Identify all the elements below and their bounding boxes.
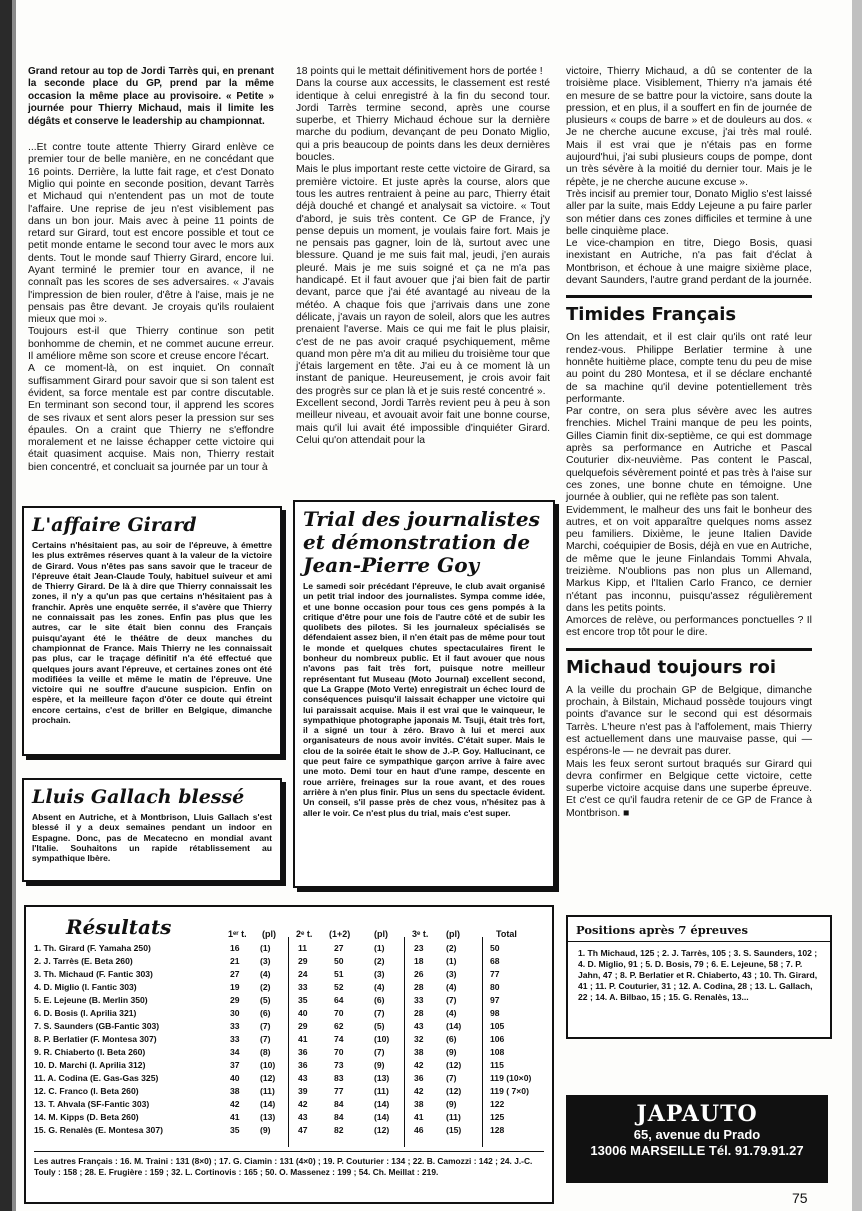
- cell-pl2: (5): [374, 1021, 385, 1031]
- cell-pl1: (13): [260, 1112, 276, 1122]
- cell-rider: 10. D. Marchi (I. Aprilia 312): [34, 1060, 146, 1070]
- table-row: [34, 1034, 544, 1046]
- cell-t12: 84: [334, 1112, 344, 1122]
- page-edge: [852, 0, 862, 1211]
- paragraph: On les attendait, et il est clair qu'ils ont raté leur rendez-vous. Philippe Berlatier termine à une honnête huitième place, compte tenu du peu de mise au point du 280 Montesa, et il se déclare enchanté de sa machine qu'il devine potentiellement très performante.: [566, 332, 812, 405]
- sidebar-box-gallach: [22, 778, 282, 882]
- table-row: [34, 1021, 544, 1033]
- cell-rider: 4. D. Miglio (I. Fantic 303): [34, 982, 137, 992]
- cell-t3: 33: [414, 995, 424, 1005]
- table-row: [34, 1073, 544, 1085]
- cell-pl1: (8): [260, 1047, 271, 1057]
- cell-pl2: (10): [374, 1034, 390, 1044]
- table-row: [34, 1060, 544, 1072]
- cell-pl3: (6): [446, 1034, 457, 1044]
- cell-t12: 64: [334, 995, 344, 1005]
- box-text: Absent en Autriche, et à Montbrison, Lluis Gallach s'est blessé il y a deux semaines pendant un indoor en Espagne. Donc, pas de Mecatecno en mondial avant l'Italie. Souhaitons un rapide rétablissement au sympathique Ibère.: [32, 812, 272, 864]
- cell-pl2: (6): [374, 995, 385, 1005]
- article-column-3: [566, 66, 812, 820]
- cell-rider: 15. G. Renalès (E. Montesa 307): [34, 1125, 163, 1135]
- cell-pl3: (9): [446, 1047, 457, 1057]
- cell-t3: 26: [414, 969, 424, 979]
- cell-rider: 13. T. Ahvala (SF-Fantic 303): [34, 1099, 150, 1109]
- col-header: 1ᵉʳ t.: [228, 929, 247, 939]
- standings-box: [566, 915, 832, 1039]
- cell-rider: 9. R. Chiaberto (I. Beta 260): [34, 1047, 146, 1057]
- cell-pl3: (7): [446, 995, 457, 1005]
- cell-t1: 34: [230, 1047, 240, 1057]
- cell-t2: 24: [298, 969, 308, 979]
- cell-t3: 38: [414, 1047, 424, 1057]
- col-header: 3ᵉ t.: [412, 929, 429, 939]
- paragraph: Mais le plus important reste cette victoire de Girard, sa première victoire. Et juste après la course, alors que tous les autres rentraient à peine au parc, Thierry était déjà douché et changé et analysait sa victoire. « Tout d'abord, je suis très content. Ce GP de France, j'y pense depuis un moment, je voulais faire fort. Mais je ne pensais pas gagner, loin de là, surtout avec une blessure. Quand je me suis fait mal, jeudi, j'en aurais pleuré. Mais je me suis soigné et ça ne m'a pas handicapé. Et il faut avouer que j'ai bien fait de partir devant, parce que j'ai été avantagé au niveau de la météo. A chaque fois que j'arrivais dans une zone délicate, j'avais un rayon de soleil, alors que les autres prenaient l'averse. Mais ce qui me fait le plus plaisir, c'est de ne pas avoir craqué psychiquement, même quand mon père m'a dit au milieu du troisième tour que j'étais largement en tête. J'ai eu à ce moment là un instant de panique. Heureusement, je crois avoir fait des progrès sur ce plan là et je suis resté concentré ».: [296, 164, 550, 397]
- table-row: [34, 995, 544, 1007]
- paragraph: A ce moment-là, on est inquiet. On connaît suffisamment Girard pour savoir que si son talent est évident, sa force mentale est par contre discutable. En terminant son second tour, il apprend les scores de ses rivaux et sent alors peser la pression sur ses épaules. On a craint que Thierry ne s'effondre moralement et ne laisse échapper cette victoire qui était quasiment acquise. Mais non, Thierry restait bien concentré, et concluait sa journée par un tour à: [28, 363, 274, 473]
- cell-rider: 1. Th. Girard (F. Yamaha 250): [34, 943, 151, 953]
- cell-pl1: (6): [260, 1008, 271, 1018]
- table-row: [34, 956, 544, 968]
- cell-pl2: (3): [374, 969, 385, 979]
- paragraph: Amorces de relève, ou performances ponctuelles ? Il est encore trop tôt pour le dire.: [566, 615, 812, 639]
- cell-t1: 42: [230, 1099, 240, 1109]
- cell-pl2: (4): [374, 982, 385, 992]
- cell-t12: 70: [334, 1047, 344, 1057]
- cell-t1: 21: [230, 956, 240, 966]
- cell-t12: 74: [334, 1034, 344, 1044]
- section-heading-michaud: Michaud toujours roi: [566, 648, 812, 679]
- table-row: [34, 1099, 544, 1111]
- cell-pl2: (12): [374, 1125, 390, 1135]
- box-title: Trial des journalistes et démonstration de Jean-Pierre Goy: [303, 507, 540, 577]
- binding-shadow: [12, 0, 16, 1211]
- other-french-results: Les autres Français : 16. M. Traini : 131 (8×0) ; 17. G. Ciamin : 131 (4×0) ; 19. P. Couturier : 134 ; 22. B. Camozzi : 142 ; 24. J.-C. Touly : 158 ; 28. E. Frugière : 159 ; 32. L. Cortinovis : 165 ; 50. O. Massenez : 199 ; 54. Ch. Meillat : 219.: [34, 1151, 544, 1178]
- cell-t12: 27: [334, 943, 344, 953]
- ad-city-phone: 13006 MARSEILLE Tél. 91.79.91.27: [590, 1143, 804, 1158]
- cell-t2: 40: [298, 1008, 308, 1018]
- paragraph: victoire, Thierry Michaud, a dû se contenter de la troisième place. Visiblement, Thierry n'a jamais été en mesure de se battre pour la victoire, sans doute la pression, et en plus, il a souffert en fin de journée de plusieurs « coups de barre » et de douleurs au dos. « Je ne cherche aucune excuse, j'ai très mal roulé. Mais il est vrai que je n'étais pas en forme aujourd'hui, j'ai subi plusieurs coups de pompe, dont un très sévère à la moitié du dernier tour. Mais je le répète, je ne cherche aucune excuse ».: [566, 66, 812, 188]
- cell-t2: 11: [298, 943, 308, 953]
- cell-pl1: (3): [260, 956, 271, 966]
- paragraph: Excellent second, Jordi Tarrès revient peu à peu à son meilleur niveau, et avouait avoir fait une bonne course, mais qu'il lui avait été impossible d'inquiéter Girard. Celui qu'on attendait pour la: [296, 398, 550, 446]
- cell-pl3: (2): [446, 943, 457, 953]
- article-column-2: [296, 66, 550, 447]
- cell-t1: 33: [230, 1034, 240, 1044]
- cell-t1: 35: [230, 1125, 240, 1135]
- col-header: (pl): [262, 929, 276, 939]
- cell-pl2: (9): [374, 1060, 385, 1070]
- cell-pl3: (1): [446, 956, 457, 966]
- cell-t3: 46: [414, 1125, 424, 1135]
- cell-pl3: (3): [446, 969, 457, 979]
- cell-pl1: (1): [260, 943, 271, 953]
- paragraph: Evidemment, le malheur des uns fait le bonheur des autres, et on voit apparaître quelques noms assez peu familiers. Dixième, le jeune Italien Davide Marchi, coéquipier de Bosis, déjà en vue en Autriche, de même que le jeune Finlandais Tommi Ahvala, treizième. N'oublions pas non plus un Allemand, Markus Kipp, et l'Italien Carlo Franco, ce dernier n'étant pas inconnu, puisqu'assez régulièrement dans les petits points.: [566, 504, 812, 614]
- cell-rider: 6. D. Bosis (I. Aprilia 321): [34, 1008, 137, 1018]
- cell-pl1: (4): [260, 969, 271, 979]
- col-header: (pl): [446, 929, 460, 939]
- cell-t3: 36: [414, 1073, 424, 1083]
- cell-t1: 30: [230, 1008, 240, 1018]
- cell-t2: 36: [298, 1060, 308, 1070]
- cell-t2: 42: [298, 1099, 308, 1109]
- cell-pl1: (14): [260, 1099, 276, 1109]
- cell-t2: 43: [298, 1112, 308, 1122]
- paragraph: A la veille du prochain GP de Belgique, dimanche prochain, à Bilstain, Michaud possède toujours vingt points d'avance sur le second qui est désormais Tarrès. L'heure n'est pas à l'affolement, mais Thierry est actuellement dans une mauvaise passe, qui — espérons-le — ne devrait pas durer.: [566, 684, 812, 758]
- cell-t1: 16: [230, 943, 240, 953]
- paragraph: Par contre, on sera plus sévère avec les autres frenchies. Michel Traini manque de peu les points, Gilles Ciamin finit dix-septième, ce qui est dommage après sa performance en Autriche et Pascal Couturier dix-neuvième. Pas content le Pascal, quelquefois sévèrement pointé et pas très à l'aise sur ces zones, une bonne chute en témoigne. Une journée à oublier, qui ne reflète pas son talent.: [566, 406, 812, 504]
- col-header: Total: [496, 929, 517, 939]
- table-row: [34, 1086, 544, 1098]
- table-row: [34, 1008, 544, 1020]
- paragraph: Mais les feux seront surtout braqués sur Girard qui devra confirmer en Belgique cette victoire, cette superbe victoire acquise dans une superbe épreuve. Et c'est ce qu'il faudra retenir de ce GP de France à Montbrison. ■: [566, 758, 812, 819]
- cell-t12: 73: [334, 1060, 344, 1070]
- cell-t3: 42: [414, 1060, 424, 1070]
- cell-total: 108: [490, 1047, 505, 1057]
- cell-t3: 28: [414, 1008, 424, 1018]
- cell-t1: 38: [230, 1086, 240, 1096]
- cell-rider: 5. E. Lejeune (B. Merlin 350): [34, 995, 148, 1005]
- cell-pl3: (4): [446, 982, 457, 992]
- cell-rider: 2. J. Tarrès (E. Beta 260): [34, 956, 133, 966]
- cell-t1: 41: [230, 1112, 240, 1122]
- cell-t12: 84: [334, 1099, 344, 1109]
- cell-t1: 33: [230, 1021, 240, 1031]
- cell-t12: 82: [334, 1125, 344, 1135]
- cell-pl3: (9): [446, 1099, 457, 1109]
- cell-t1: 40: [230, 1073, 240, 1083]
- page-number: 75: [792, 1190, 808, 1206]
- cell-t12: 62: [334, 1021, 344, 1031]
- cell-pl2: (14): [374, 1112, 390, 1122]
- cell-t2: 36: [298, 1047, 308, 1057]
- cell-t2: 47: [298, 1125, 308, 1135]
- cell-pl2: (2): [374, 956, 385, 966]
- cell-pl3: (15): [446, 1125, 462, 1135]
- cell-total: 97: [490, 995, 500, 1005]
- cell-pl3: (12): [446, 1060, 462, 1070]
- cell-pl3: (11): [446, 1112, 461, 1122]
- paragraph: Le vice-champion en titre, Diego Bosis, quasi inexistant en Autriche, n'a pas fait d'éclat à Montbrison, et échoue à une maigre sixième place, devant Saunders, l'autre grand perdant de la journée.: [566, 238, 812, 287]
- section-heading-timides: Timides Français: [566, 295, 812, 326]
- cell-total: 50: [490, 943, 500, 953]
- box-text: Le samedi soir précédant l'épreuve, le club avait organisé un petit trial indoor des journalistes. Sympa comme idée, et une bonne occasion pour tous ces gens pompés à la critique d'être pour une fois de l'autre côté et de subir les quolibets des pilotes. Si les journaleux spécialisés se défendaient assez bien, il n'en était pas de même pour tout le monde et quelques chutes spectaculaires firent le bonheur du nombreux public. Et il faut avouer que nous n'avons pas fait très fort, puisque notre meilleur représentant fut Museau (Moto Journal) excellent second, que La Grappe (Moto Verte) enregistrait un échec lourd de conséquences puisqu'il laissait échapper une victoire qui lui paraissait acquise. Mais il est vrai que le vainqueur, le sympathique photographe japonais M. Tsuji, était très fort, il a signé un tour à zéro. Bravo à lui et merci aux organisateurs de nous avoir invités. C'était super. Mais le clou de la soirée était le show de J.-P. Goy. Hallucinant, ce que peut faire ce sympathique garçon arrive à faire avec une moto. Demi tour en haut d'une rampe, descente en roue arrière, freinages sur la roue avant, et des roues arrière à n'en plus finir. Plus un sens du spectacle évident. Un conseil, s'il passe près de chez vous, n'hésitez pas à aller le voir. Ce n'est plus du trial, mais c'est super.: [303, 581, 545, 818]
- cell-total: 106: [490, 1034, 505, 1044]
- cell-t12: 52: [334, 982, 344, 992]
- standings-text: 1. Th Michaud, 125 ; 2. J. Tarrès, 105 ; 3. S. Saunders, 102 ; 4. D. Miglio, 91 ; 5. D. Bosis, 79 ; 6. E. Lejeune, 58 ; 7. P. Jahn, 47 ; 8. P. Berlatier et R. Chiaberto, 43 ; 10. Th. Girard, 41 ; 11. P. Couturier, 31 ; 12. A. Codina, 28 ; 13. L. Gallach, 22 ; 14. A. Bilbao, 15 ; 15. G. Renalès, 13...: [578, 948, 818, 1002]
- cell-total: 68: [490, 956, 500, 966]
- sidebar-box-trial: [293, 500, 555, 888]
- cell-pl3: (7): [446, 1073, 457, 1083]
- cell-t3: 43: [414, 1021, 424, 1031]
- cell-t12: 83: [334, 1073, 344, 1083]
- cell-t2: 29: [298, 956, 308, 966]
- cell-pl2: (7): [374, 1008, 385, 1018]
- article-intro: Grand retour au top de Jordi Tarrès qui, en prenant la seconde place du GP, prend par la même occasion la même place au provisoire. « Petite » journée pour Thierry Michaud, mais il limite les dégâts et conserve le leadership au championnat.: [28, 66, 274, 127]
- paragraph: Très incisif au premier tour, Donato Miglio s'est laissé aller par la suite, mais Eddy Lejeune a pu faire parler son métier dans ces zones difficiles et termine à une belle cinquième place.: [566, 188, 812, 237]
- binding-edge: [0, 0, 12, 1211]
- table-row: [34, 943, 544, 955]
- col-header: (pl): [374, 929, 388, 939]
- cell-total: 115: [490, 1060, 504, 1070]
- table-row: [34, 1047, 544, 1059]
- standings-title: Positions après 7 épreuves: [568, 917, 830, 942]
- cell-t2: 29: [298, 1021, 308, 1031]
- paragraph: Dans la course aux accessits, le classement est resté identique à celui enregistré à la fin du second tour. Jordi Tarrès termine second, après une course superbe, et Thierry Michaud échoue sur la dernière marche du podium, devançant de peu Donato Miglio, qui a pris beaucoup de points dans les deux dernières boucles.: [296, 78, 550, 164]
- cell-total: 105: [490, 1021, 505, 1031]
- cell-t1: 29: [230, 995, 240, 1005]
- cell-rider: 7. S. Saunders (GB-Fantic 303): [34, 1021, 160, 1031]
- ad-address: 65, avenue du Prado: [633, 1127, 761, 1142]
- cell-pl2: (11): [374, 1086, 389, 1096]
- cell-t12: 70: [334, 1008, 344, 1018]
- cell-pl1: (11): [260, 1086, 275, 1096]
- ad-brand: JAPAUTO: [636, 1101, 758, 1127]
- cell-t1: 27: [230, 969, 240, 979]
- table-row: [34, 1112, 544, 1124]
- results-table: [24, 905, 554, 1204]
- cell-total: 98: [490, 1008, 500, 1018]
- cell-pl3: (14): [446, 1021, 462, 1031]
- cell-pl1: (2): [260, 982, 271, 992]
- article-column-1: [28, 66, 274, 474]
- cell-t3: 42: [414, 1086, 424, 1096]
- paragraph: 18 points qui le mettait définitivement hors de portée !: [296, 66, 543, 77]
- cell-total: 77: [490, 969, 500, 979]
- paragraph: Toujours est-il que Thierry continue son petit bonhomme de chemin, et ne commet aucune erreur. Il améliore même son score et creuse encore l'écart.: [28, 326, 274, 363]
- cell-t12: 51: [334, 969, 344, 979]
- col-header: (1+2): [329, 929, 351, 939]
- cell-total: 119 ( 7×0): [490, 1086, 529, 1096]
- cell-pl1: (5): [260, 995, 271, 1005]
- cell-t2: 35: [298, 995, 308, 1005]
- cell-t3: 23: [414, 943, 424, 953]
- cell-pl1: (7): [260, 1034, 271, 1044]
- box-title: Lluis Gallach blessé: [32, 786, 245, 808]
- cell-t3: 38: [414, 1099, 424, 1109]
- cell-t3: 18: [414, 956, 424, 966]
- box-title: L'affaire Girard: [32, 514, 197, 536]
- cell-rider: 12. C. Franco (I. Beta 260): [34, 1086, 139, 1096]
- cell-t2: 43: [298, 1073, 308, 1083]
- cell-t1: 19: [230, 982, 240, 992]
- cell-pl2: (13): [374, 1073, 390, 1083]
- cell-pl2: (14): [374, 1099, 390, 1109]
- cell-pl1: (7): [260, 1021, 271, 1031]
- cell-rider: 8. P. Berlatier (F. Montesa 307): [34, 1034, 157, 1044]
- cell-rider: 11. A. Codina (E. Gas-Gas 325): [34, 1073, 159, 1083]
- cell-t3: 28: [414, 982, 424, 992]
- table-row: [34, 1125, 544, 1137]
- cell-total: 128: [490, 1125, 505, 1135]
- cell-total: 119 (10×0): [490, 1073, 532, 1083]
- cell-t1: 37: [230, 1060, 240, 1070]
- cell-t12: 77: [334, 1086, 344, 1096]
- cell-pl3: (4): [446, 1008, 457, 1018]
- col-header: 2ᵉ t.: [296, 929, 313, 939]
- cell-t2: 39: [298, 1086, 308, 1096]
- cell-rider: 3. Th. Michaud (F. Fantic 303): [34, 969, 153, 979]
- table-row: [34, 982, 544, 994]
- cell-t3: 41: [414, 1112, 424, 1122]
- cell-pl1: (12): [260, 1073, 276, 1083]
- cell-pl3: (12): [446, 1086, 462, 1096]
- paragraph: ...Et contre toute attente Thierry Girard enlève ce premier tour de belle manière, en ne concédant que 16 points. Derrière, la lutte fait rage, et c'est Donato Miglio qui pointe en seconde position, devant Tarrès et Michaud qui n'entendent pas un mot de toute l'affaire. Une reprise de jeu n'est visiblement pas dans un bon jour. Mais avec à peine 11 points de retard sur Girard, tout est encore possible et tout ce petit monde entame le second tour avec le mors aux dents. Tout le monde sauf Thierry Girard, encore lui. Ayant terminé le premier tour en avance, il ne connaît pas les scores de ses adversaires. « J'avais l'impression de bien rouler, d'être à l'aise, mais je ne pensais pas être devant. Je croyais qu'ils roulaient mieux que moi ».: [28, 142, 274, 326]
- cell-t2: 41: [298, 1034, 308, 1044]
- box-text: Certains n'hésitaient pas, au soir de l'épreuve, à émettre les plus extrêmes réserves quant à la valeur de la victoire de Girard. Vous n'êtes pas sans savoir que le traceur de l'épreuve était Jean-Claude Touly, habituel suiveur et ami de Thierry Girard. De là à dire que Thierry connaissait les zones, il n'y a qu'un pas que certains n'hésitaient pas à franchir. Après une enquête serrée, il s'avère que Thierry ne connaissait pas les zones. Enfin pas plus que les autres, car le site était bien connu des Français puisqu'ayant été le théâtre de deux manches du championnat de France. Mais Thierry ne les connaissait pas plus, car le traçage définitif n'a été effectué que quelques jours avant l'épreuve, et certaines zones ont été modifiées la veille et même le matin de l'épreuve. Une victoire qui ne souffre d'aucune suspicion. Enfin on espère, et la meilleure façon d'ôter ce doute qui étreint encore certains, c'est de briller en Belgique, dimanche prochain.: [32, 540, 272, 726]
- cell-pl1: (9): [260, 1125, 271, 1135]
- cell-pl2: (7): [374, 1047, 385, 1057]
- cell-t2: 33: [298, 982, 308, 992]
- cell-total: 125: [490, 1112, 505, 1122]
- cell-t12: 50: [334, 956, 344, 966]
- table-row: [34, 969, 544, 981]
- cell-rider: 14. M. Kipps (D. Beta 260): [34, 1112, 139, 1122]
- sidebar-box-girard: [22, 506, 282, 756]
- cell-pl2: (1): [374, 943, 385, 953]
- results-title: Résultats: [66, 915, 172, 939]
- cell-total: 122: [490, 1099, 505, 1109]
- cell-pl1: (10): [260, 1060, 276, 1070]
- cell-total: 80: [490, 982, 500, 992]
- advertisement: [566, 1095, 828, 1183]
- cell-t3: 32: [414, 1034, 424, 1044]
